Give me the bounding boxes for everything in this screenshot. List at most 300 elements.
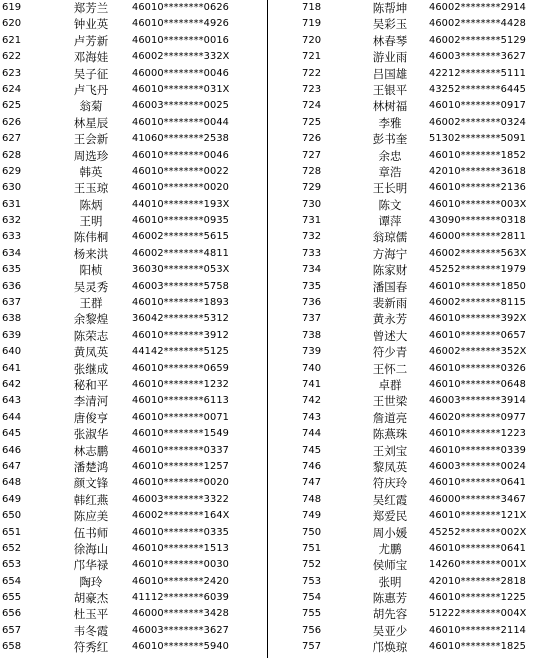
person-name: 钟业英: [73, 17, 109, 32]
person-name: 张明: [378, 574, 402, 589]
row-number: 733: [302, 247, 322, 259]
row-number: 727: [302, 149, 322, 161]
person-name: 周小媛: [372, 525, 408, 540]
roster-row: [272, 16, 549, 32]
person-name: 王银平: [372, 82, 408, 97]
row-number: 636: [2, 280, 22, 292]
id-number: 46010********0648: [429, 378, 526, 390]
id-number: 46010********1223: [429, 428, 526, 440]
person-name: 张淑华: [73, 427, 109, 442]
row-number: 746: [302, 460, 322, 472]
person-name: 王世梁: [372, 394, 408, 409]
person-name: 陈燕珠: [372, 427, 408, 442]
row-number: 755: [302, 608, 322, 620]
person-name: 颜文锋: [73, 476, 109, 491]
roster-row: [272, 279, 549, 295]
roster-row: [272, 115, 549, 131]
id-number: 46002********164X: [132, 510, 230, 522]
person-name: 吴彩玉: [372, 17, 408, 32]
row-number: 650: [2, 510, 22, 522]
person-name: 翁菊: [79, 99, 103, 114]
person-name: 陈应美: [73, 509, 109, 524]
row-number: 730: [302, 198, 322, 210]
id-number: 42212********5111: [429, 67, 526, 79]
person-name: 章浩: [378, 164, 402, 179]
person-name: 陈炳: [79, 197, 103, 212]
roster-row: [0, 180, 264, 196]
id-number: 46003********3627: [132, 624, 229, 636]
person-name: 林星辰: [73, 115, 109, 130]
person-name: 吴红霞: [372, 492, 408, 507]
id-number: 46010********0030: [132, 559, 229, 571]
id-number: 46010********031X: [132, 83, 230, 95]
person-name: 邝焕琼: [372, 640, 408, 655]
id-number: 46000********3428: [132, 608, 229, 620]
roster-row: [0, 82, 264, 98]
row-number: 719: [302, 18, 322, 30]
roster-row: [272, 82, 549, 98]
roster-row: [272, 443, 549, 459]
roster-row: [0, 590, 264, 606]
person-name: 卓群: [378, 377, 402, 392]
roster-row: [272, 475, 549, 491]
roster-column-right: [272, 0, 549, 656]
roster-row: [272, 213, 549, 229]
person-name: 卢芳新: [73, 33, 109, 48]
id-number: 46010********1225: [429, 592, 526, 604]
person-name: 吴灵秀: [73, 279, 109, 294]
roster-row: [272, 148, 549, 164]
roster-row: [272, 606, 549, 622]
person-name: 余忠: [378, 148, 402, 163]
row-number: 739: [302, 346, 322, 358]
roster-row: [272, 98, 549, 114]
roster-row: [272, 66, 549, 82]
row-number: 641: [2, 362, 22, 374]
person-name: 韩红燕: [73, 492, 109, 507]
roster-row: [272, 557, 549, 573]
id-number: 46010********0016: [132, 34, 229, 46]
row-number: 643: [2, 395, 22, 407]
row-number: 623: [2, 67, 22, 79]
id-number: 46010********6113: [132, 395, 229, 407]
person-name: 王玉琼: [73, 181, 109, 196]
id-number: 45252********1979: [429, 264, 526, 276]
roster-row: [0, 115, 264, 131]
row-number: 741: [302, 378, 322, 390]
person-name: 尤鹏: [378, 541, 402, 556]
id-number: 46010********0335: [132, 526, 229, 538]
row-number: 734: [302, 264, 322, 276]
row-number: 648: [2, 477, 22, 489]
person-name: 王怀二: [372, 361, 408, 376]
person-name: 阳桢: [79, 263, 103, 278]
person-name: 陈帮坤: [372, 1, 408, 15]
roster-row: [0, 459, 264, 475]
id-number: 46010********2114: [429, 624, 526, 636]
row-number: 738: [302, 329, 322, 341]
id-number: 42010********2818: [429, 575, 526, 587]
id-number: 46003********0025: [132, 100, 229, 112]
row-number: 735: [302, 280, 322, 292]
row-number: 731: [302, 215, 322, 227]
roster-row: [0, 328, 264, 344]
row-number: 726: [302, 133, 322, 145]
roster-row: [272, 410, 549, 426]
row-number: 620: [2, 18, 22, 30]
roster-row: [272, 33, 549, 49]
id-number: 51302********5091: [429, 133, 526, 145]
person-name: 王长明: [372, 181, 408, 196]
person-name: 秘和平: [73, 377, 109, 392]
id-number: 43252********6445: [429, 83, 526, 95]
column-divider: [267, 0, 268, 658]
roster-row: [0, 541, 264, 557]
roster-row: [272, 393, 549, 409]
person-name: 曾述大: [372, 328, 408, 343]
person-name: 方海宁: [372, 246, 408, 261]
row-number: 750: [302, 526, 322, 538]
roster-column-left: [0, 0, 264, 656]
row-number: 640: [2, 346, 22, 358]
roster-row: [0, 98, 264, 114]
roster-row: [0, 311, 264, 327]
row-number: 732: [302, 231, 322, 243]
row-number: 646: [2, 444, 22, 456]
roster-row: [272, 49, 549, 65]
person-name: 胡先容: [372, 607, 408, 622]
person-name: 吴子征: [73, 66, 109, 81]
row-number: 624: [2, 83, 22, 95]
id-number: 36030********053X: [132, 264, 230, 276]
row-number: 740: [302, 362, 322, 374]
id-number: 46010********121X: [429, 510, 527, 522]
person-name: 彭书奎: [372, 132, 408, 147]
id-number: 46010********0339: [429, 444, 526, 456]
row-number: 658: [2, 641, 22, 653]
roster-row: [272, 246, 549, 262]
roster-row: [272, 459, 549, 475]
person-name: 卢飞丹: [73, 82, 109, 97]
roster-row: [272, 0, 549, 16]
person-name: 詹道亮: [372, 410, 408, 425]
person-name: 陈荣志: [73, 328, 109, 343]
row-number: 627: [2, 133, 22, 145]
roster-row: [272, 131, 549, 147]
row-number: 747: [302, 477, 322, 489]
person-name: 林春琴: [372, 33, 408, 48]
roster-row: [0, 623, 264, 639]
person-name: 胡豪杰: [73, 591, 109, 606]
row-number: 655: [2, 592, 22, 604]
row-number: 753: [302, 575, 322, 587]
id-number: 41060********2538: [132, 133, 229, 145]
roster-row: [0, 606, 264, 622]
person-name: 王会新: [73, 132, 109, 147]
id-number: 46002********4811: [132, 247, 229, 259]
roster-row: [0, 33, 264, 49]
roster-row: [272, 426, 549, 442]
row-number: 619: [2, 2, 22, 13]
id-number: 46010********1549: [132, 428, 229, 440]
id-number: 46002********0324: [429, 116, 526, 128]
row-number: 729: [302, 182, 322, 194]
person-name: 林志鹏: [73, 443, 109, 458]
roster-row: [272, 639, 549, 655]
row-number: 749: [302, 510, 322, 522]
roster-row: [0, 344, 264, 360]
row-number: 742: [302, 395, 322, 407]
person-name: 陈伟桐: [73, 230, 109, 245]
roster-row: [0, 410, 264, 426]
id-number: 46002********5615: [132, 231, 229, 243]
row-number: 630: [2, 182, 22, 194]
person-name: 黎凤英: [372, 459, 408, 474]
id-number: 46002********332X: [132, 51, 230, 63]
id-number: 46010********003X: [429, 198, 527, 210]
row-number: 628: [2, 149, 22, 161]
roster-row: [272, 361, 549, 377]
row-number: 744: [302, 428, 322, 440]
id-number: 46010********0337: [132, 444, 229, 456]
id-number: 46010********5940: [132, 641, 229, 653]
roster-row: [272, 623, 549, 639]
id-number: 46020********0977: [429, 411, 526, 423]
person-name: 翁琼儒: [372, 230, 408, 245]
row-number: 736: [302, 297, 322, 309]
person-name: 符少青: [372, 345, 408, 360]
person-name: 陶玲: [79, 574, 103, 589]
id-number: 46010********3912: [132, 329, 229, 341]
person-name: 裴新雨: [372, 296, 408, 311]
id-number: 46010********0044: [132, 116, 229, 128]
row-number: 653: [2, 559, 22, 571]
row-number: 632: [2, 215, 22, 227]
row-number: 631: [2, 198, 22, 210]
row-number: 639: [2, 329, 22, 341]
id-number: 46010********0022: [132, 165, 229, 177]
person-name: 李雅: [378, 115, 402, 130]
row-number: 634: [2, 247, 22, 259]
row-number: 622: [2, 51, 22, 63]
row-number: 626: [2, 116, 22, 128]
row-number: 724: [302, 100, 322, 112]
id-number: 46010********0641: [429, 477, 526, 489]
id-number: 46010********0641: [429, 542, 526, 554]
roster-row: [272, 180, 549, 196]
roster-row: [272, 197, 549, 213]
roster-row: [0, 377, 264, 393]
row-number: 721: [302, 51, 322, 63]
person-name: 林树福: [372, 99, 408, 114]
id-number: 46010********1513: [132, 542, 229, 554]
person-name: 邝华禄: [73, 558, 109, 573]
roster-row: [272, 377, 549, 393]
row-number: 647: [2, 460, 22, 472]
person-name: 韩英: [79, 164, 103, 179]
row-number: 629: [2, 165, 22, 177]
person-name: 伍书师: [73, 525, 109, 540]
roster-row: [0, 246, 264, 262]
id-number: 46003********0024: [429, 460, 526, 472]
row-number: 720: [302, 34, 322, 46]
roster-row: [0, 295, 264, 311]
person-name: 陈文: [378, 197, 402, 212]
roster-row: [0, 426, 264, 442]
id-number: 45252********002X: [429, 526, 527, 538]
id-number: 46002********8115: [429, 297, 526, 309]
id-number: 44010********193X: [132, 198, 230, 210]
row-number: 656: [2, 608, 22, 620]
roster-row: [272, 229, 549, 245]
id-number: 46002********352X: [429, 346, 527, 358]
row-number: 757: [302, 641, 322, 653]
row-number: 638: [2, 313, 22, 325]
roster-row: [0, 639, 264, 655]
id-number: 14260********001X: [429, 559, 527, 571]
roster-row: [0, 164, 264, 180]
person-name: 徐海山: [73, 541, 109, 556]
id-number: 46010********0071: [132, 411, 229, 423]
id-number: 46010********0659: [132, 362, 229, 374]
id-number: 46010********0917: [429, 100, 526, 112]
person-name: 杜玉平: [73, 607, 109, 622]
person-name: 吕国雄: [372, 66, 408, 81]
roster-row: [0, 66, 264, 82]
roster-row: [0, 393, 264, 409]
person-name: 吴亚少: [372, 623, 408, 638]
row-number: 625: [2, 100, 22, 112]
roster-row: [0, 49, 264, 65]
id-number: 43090********0318: [429, 215, 526, 227]
row-number: 745: [302, 444, 322, 456]
id-number: 46003********3322: [132, 493, 229, 505]
id-number: 46010********1893: [132, 297, 229, 309]
id-number: 46003********3627: [429, 51, 526, 63]
id-number: 46003********5758: [132, 280, 229, 292]
id-number: 46010********1825: [429, 641, 526, 653]
id-number: 46000********2811: [429, 231, 526, 243]
id-number: 46002********563X: [429, 247, 527, 259]
person-name: 余黎煌: [73, 312, 109, 327]
person-name: 张继成: [73, 361, 109, 376]
row-number: 651: [2, 526, 22, 538]
person-name: 王明: [79, 214, 103, 229]
row-number: 633: [2, 231, 22, 243]
person-name: 黄永芳: [372, 312, 408, 327]
id-number: 46000********0046: [132, 67, 229, 79]
roster-row: [0, 229, 264, 245]
row-number: 743: [302, 411, 322, 423]
roster-row: [0, 475, 264, 491]
roster-row: [272, 508, 549, 524]
roster-row: [272, 492, 549, 508]
id-number: 46010********0326: [429, 362, 526, 374]
row-number: 645: [2, 428, 22, 440]
id-number: 46010********1850: [429, 280, 526, 292]
row-number: 635: [2, 264, 22, 276]
roster-row: [0, 574, 264, 590]
roster-row: [0, 279, 264, 295]
id-number: 44142********5125: [132, 346, 229, 358]
id-number: 46010********2420: [132, 575, 229, 587]
roster-row: [0, 557, 264, 573]
row-number: 756: [302, 624, 322, 636]
person-name: 侯师宝: [372, 558, 408, 573]
roster-row: [0, 508, 264, 524]
roster-row: [0, 197, 264, 213]
roster-row: [272, 525, 549, 541]
row-number: 649: [2, 493, 22, 505]
row-number: 644: [2, 411, 22, 423]
row-number: 654: [2, 575, 22, 587]
id-number: 46010********2136: [429, 182, 526, 194]
person-name: 王群: [79, 296, 103, 311]
person-name: 杨来洪: [73, 246, 109, 261]
roster-row: [272, 574, 549, 590]
person-name: 郑爱民: [372, 509, 408, 524]
person-name: 郑芳兰: [73, 1, 109, 15]
id-number: 46010********0935: [132, 215, 229, 227]
id-number: 36042********5312: [132, 313, 229, 325]
id-number: 46000********3467: [429, 493, 526, 505]
id-number: 46010********0657: [429, 329, 526, 341]
id-number: 46010********1852: [429, 149, 526, 161]
person-name: 符庆玲: [372, 476, 408, 491]
roster-row: [0, 492, 264, 508]
person-name: 唐俊亨: [73, 410, 109, 425]
roster-row: [0, 148, 264, 164]
person-name: 李清河: [73, 394, 109, 409]
id-number: 46002********4428: [429, 18, 526, 30]
id-number: 46010********4926: [132, 18, 229, 30]
roster-row: [272, 328, 549, 344]
person-name: 潘国春: [372, 279, 408, 294]
id-number: 46010********0626: [132, 2, 229, 13]
id-number: 46002********2914: [429, 2, 526, 13]
id-number: 46002********5129: [429, 34, 526, 46]
row-number: 637: [2, 297, 22, 309]
row-number: 642: [2, 378, 22, 390]
id-number: 42010********3618: [429, 165, 526, 177]
roster-row: [0, 131, 264, 147]
roster-row: [0, 525, 264, 541]
id-number: 46003********3914: [429, 395, 526, 407]
id-number: 41112********6039: [132, 592, 229, 604]
person-name: 陈惠芳: [372, 591, 408, 606]
person-name: 周选珍: [73, 148, 109, 163]
row-number: 621: [2, 34, 22, 46]
person-name: 符秀红: [73, 640, 109, 655]
roster-row: [0, 361, 264, 377]
id-number: 46010********1257: [132, 460, 229, 472]
row-number: 652: [2, 542, 22, 554]
id-number: 46010********0020: [132, 182, 229, 194]
id-number: 51222********004X: [429, 608, 527, 620]
roster-row: [0, 0, 264, 16]
row-number: 751: [302, 542, 322, 554]
roster-row: [0, 443, 264, 459]
roster-row: [272, 311, 549, 327]
roster-row: [272, 262, 549, 278]
row-number: 728: [302, 165, 322, 177]
row-number: 748: [302, 493, 322, 505]
person-name: 陈家财: [372, 263, 408, 278]
person-name: 潘楚鸿: [73, 459, 109, 474]
id-number: 46010********392X: [429, 313, 527, 325]
roster-row: [272, 295, 549, 311]
row-number: 657: [2, 624, 22, 636]
